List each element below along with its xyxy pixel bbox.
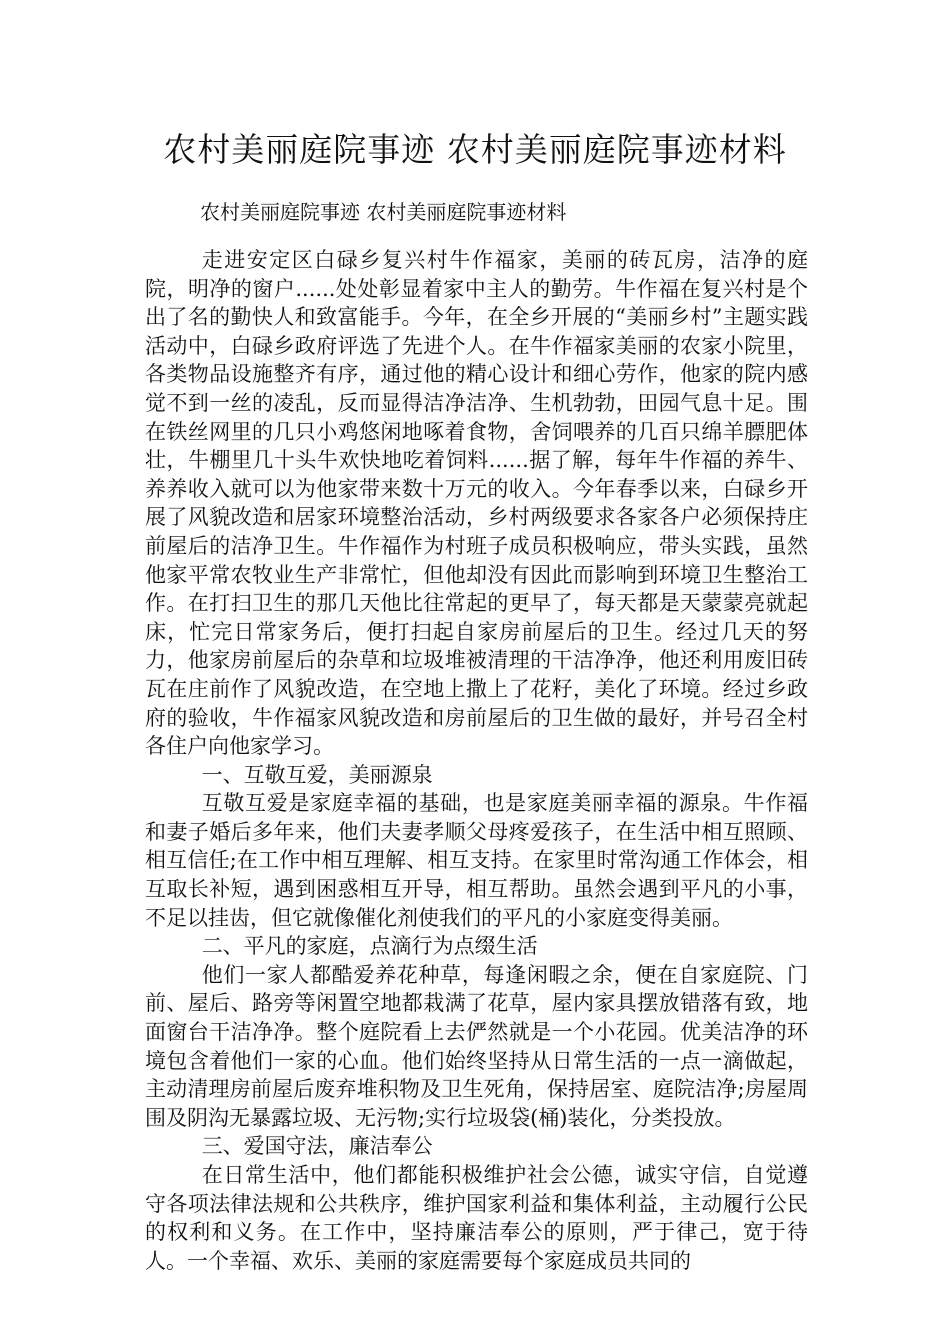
section-heading: 一、互敬互爱，美丽源泉	[201, 762, 433, 787]
document-body	[145, 246, 808, 1275]
body-paragraph: 互敬互爱是家庭幸福的基础，也是家庭美丽幸福的源泉。牛作福和妻子婚后多年来，他们夫妻孝顺父母疼爱孩子，在生活中相互照顾、相互信任;在工作中相互理解、相互支持。在家里时常沟通工作体会，相互取长补短，遇到困惑相互开导，相互帮助。虽然会遇到平凡的小事，不足以挂齿，但它就像催化剂使我们的平凡的小家庭变得美丽。	[145, 791, 808, 930]
body-paragraph: 他们一家人都酷爱养花种草，每逢闲暇之余，便在自家庭院、门前、屋后、路旁等闲置空地都栽满了花草，屋内家具摆放错落有致，地面窗台干洁净净。整个庭院看上去俨然就是一个小花园。优美洁净的环境包含着他们一家的心血。他们始终坚持从日常生活的一点一滴做起，主动清理房前屋后废弃堆积物及卫生死角，保持居室、庭院洁净;房屋周围及阴沟无暴露垃圾、无污物;实行垃圾袋(桶)装化，分类投放。	[145, 962, 808, 1130]
page-title: 农村美丽庭院事迹 农村美丽庭院事迹材料	[163, 130, 787, 169]
section-heading: 三、爱国守法，廉洁奉公	[201, 1134, 433, 1159]
body-paragraph: 在日常生活中，他们都能积极维护社会公德，诚实守信，自觉遵守各项法律法规和公共秩序，维护国家利益和集体利益，主动履行公民的权利和义务。在工作中，坚持廉洁奉公的原则，严于律己，宽于待人。一个幸福、欢乐、美丽的家庭需要每个家庭成员共同的	[145, 1163, 808, 1273]
page-subtitle: 农村美丽庭院事迹 农村美丽庭院事迹材料	[200, 200, 567, 224]
section-heading: 二、平凡的家庭，点滴行为点缀生活	[201, 934, 538, 959]
body-paragraph: 走进安定区白碌乡复兴村牛作福家，美丽的砖瓦房，洁净的庭院，明净的窗户......处处彰显着家中主人的勤劳。牛作福在复兴村是个出了名的勤快人和致富能手。今年，在全乡开展的“美丽乡村”主题实践活动中，白碌乡政府评选了先进个人。在牛作福家美丽的农家小院里，各类物品设施整齐有序，通过他的精心设计和细心劳作，他家的院内感觉不到一丝的凌乱，反而显得洁净洁净、生机勃勃，田园气息十足。围在铁丝网里的几只小鸡悠闲地啄着食物，舍饲喂养的几百只绵羊膘肥体壮，牛棚里几十头牛欢快地吃着饲料......据了解，每年牛作福的养牛、养养收入就可以为他家带来数十万元的收入。今年春季以来，白碌乡开展了风貌改造和居家环境整治活动，乡村两级要求各家各户必须保持庄前屋后的洁净卫生。牛作福作为村班子成员积极响应，带头实践，虽然他家平常农牧业生产非常忙，但他却没有因此而影响到环境卫生整治工作。在打扫卫生的那几天他比往常起的更早了，每天都是天蒙蒙亮就起床，忙完日常家务后，便打扫起自家房前屋后的卫生。经过几天的努力，他家房前屋后的杂草和垃圾堆被清理的干洁净净，他还利用废旧砖瓦在庄前作了风貌改造，在空地上撒上了花籽，美化了环境。经过乡政府的验收，牛作福家风貌改造和房前屋后的卫生做的最好，并号召全村各住户向他家学习。	[145, 248, 808, 759]
